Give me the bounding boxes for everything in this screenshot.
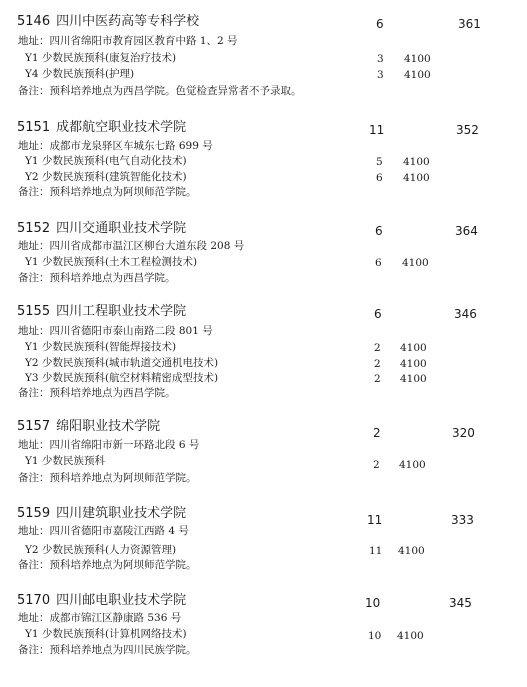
program-count: 2 <box>373 459 380 471</box>
program-count: 3 <box>377 69 384 81</box>
school-total: 2 <box>373 426 381 440</box>
school-note: 备注：预科培养地点为阿坝师范学院。 <box>18 186 197 198</box>
program-fee: 4100 <box>404 53 431 65</box>
program-label: Y2 少数民族预科(城市轨道交通机电技术) <box>25 357 219 369</box>
school-score: 364 <box>455 224 478 238</box>
program-count: 6 <box>376 172 383 184</box>
program-count: 10 <box>368 630 382 642</box>
school-total: 11 <box>367 513 383 527</box>
program-fee: 4100 <box>400 373 427 385</box>
program-label: Y2 少数民族预科(人力资源管理) <box>25 544 177 556</box>
program-label: Y1 少数民族预科 <box>25 455 105 467</box>
program-fee: 4100 <box>402 257 429 269</box>
program-label: Y2 少数民族预科(建筑智能化技术) <box>25 171 187 183</box>
school-title <box>17 15 199 29</box>
program-label: Y4 少数民族预科(护理) <box>25 68 135 80</box>
school-title <box>17 305 186 319</box>
school-address: 地址：四川省成都市温江区柳台大道东段 208 号 <box>18 240 245 252</box>
school-name: 四川邮电职业技术学院 <box>56 593 187 608</box>
school-address: 地址：四川省绵阳市新一环路北段 6 号 <box>18 439 200 451</box>
program-label: Y1 少数民族预科(计算机网络技术) <box>25 628 187 640</box>
school-title <box>17 121 186 135</box>
school-address: 地址：四川省德阳市泰山南路二段 801 号 <box>18 325 213 337</box>
school-note: 备注：预科培养地点为四川民族学院。 <box>18 644 197 656</box>
program-label: Y1 少数民族预科(土木工程检测技术) <box>25 256 198 268</box>
program-fee: 4100 <box>403 156 430 168</box>
school-code: 5157 <box>17 419 51 434</box>
school-title <box>17 594 186 608</box>
school-code: 5151 <box>17 120 51 135</box>
school-total: 6 <box>376 17 384 31</box>
school-total: 10 <box>365 596 381 610</box>
school-title <box>17 222 186 236</box>
school-name: 四川中医药高等专科学校 <box>56 14 200 29</box>
program-label: Y3 少数民族预科(航空材料精密成型技术) <box>25 372 219 384</box>
school-score: 361 <box>458 17 481 31</box>
program-fee: 4100 <box>397 630 424 642</box>
school-title <box>17 420 160 434</box>
school-score: 320 <box>452 426 475 440</box>
program-count: 5 <box>376 156 383 168</box>
school-total: 11 <box>369 123 385 137</box>
school-name: 四川建筑职业技术学院 <box>56 506 187 521</box>
school-name: 成都航空职业技术学院 <box>56 120 187 135</box>
school-address: 地址：成都市龙泉驿区车城东七路 699 号 <box>18 140 213 152</box>
school-name: 四川交通职业技术学院 <box>56 221 187 236</box>
program-fee: 4100 <box>398 545 425 557</box>
program-fee: 4100 <box>399 459 426 471</box>
school-note: 备注：预科培养地点为阿坝师范学院。 <box>18 559 197 571</box>
school-code: 5159 <box>17 506 51 521</box>
program-fee: 4100 <box>400 358 427 370</box>
program-label: Y1 少数民族预科(电气自动化技术) <box>25 155 187 167</box>
program-count: 3 <box>377 53 384 65</box>
program-count: 11 <box>369 545 383 557</box>
school-address: 地址：四川省德阳市嘉陵江西路 4 号 <box>18 525 189 537</box>
school-name: 绵阳职业技术学院 <box>56 419 161 434</box>
school-note: 备注：预科培养地点为西昌学院。色觉检查异常者不予录取。 <box>18 85 302 97</box>
program-label: Y1 少数民族预科(康复治疗技术) <box>25 52 177 64</box>
school-code: 5152 <box>17 221 51 236</box>
school-score: 345 <box>449 596 472 610</box>
program-fee: 4100 <box>403 172 430 184</box>
school-total: 6 <box>374 307 382 321</box>
school-note: 备注：预科培养地点为阿坝师范学院。 <box>18 472 197 484</box>
program-count: 2 <box>374 342 381 354</box>
school-address: 地址：四川省绵阳市教育园区教育中路 1、2 号 <box>18 35 238 47</box>
school-score: 346 <box>454 307 477 321</box>
school-code: 5146 <box>17 14 51 29</box>
program-label: Y1 少数民族预科(智能焊接技术) <box>25 341 177 353</box>
program-count: 6 <box>375 257 382 269</box>
program-count: 2 <box>374 358 381 370</box>
school-address: 地址：成都市锦江区静康路 536 号 <box>18 612 182 624</box>
school-code: 5155 <box>17 304 51 319</box>
school-total: 6 <box>375 224 383 238</box>
program-fee: 4100 <box>404 69 431 81</box>
program-count: 2 <box>374 373 381 385</box>
school-name: 四川工程职业技术学院 <box>56 304 187 319</box>
school-title <box>17 507 186 521</box>
school-note: 备注：预科培养地点为西昌学院。 <box>18 387 176 399</box>
school-score: 333 <box>451 513 474 527</box>
school-score: 352 <box>456 123 479 137</box>
program-fee: 4100 <box>400 342 427 354</box>
school-note: 备注：预科培养地点为西昌学院。 <box>18 272 176 284</box>
school-code: 5170 <box>17 593 51 608</box>
